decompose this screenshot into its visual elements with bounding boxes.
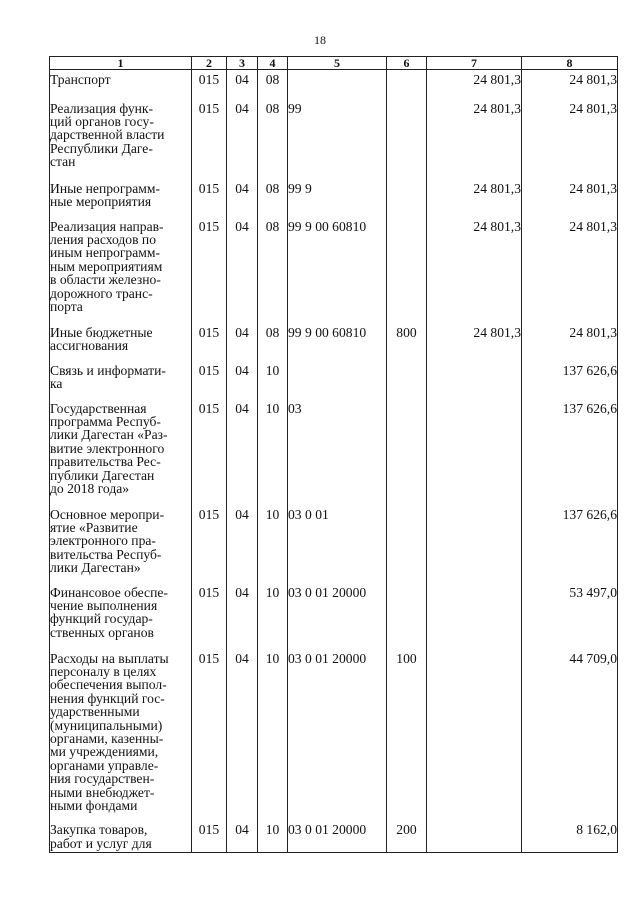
ministry-code: 015 xyxy=(192,812,227,852)
target-item-code: 99 9 00 60810 xyxy=(288,315,387,353)
header-col-8: 8 xyxy=(522,57,618,70)
table-row xyxy=(50,91,618,171)
table-row xyxy=(50,353,618,391)
item-name: Реализация направ- ления расходов по иным непрограмм- ным мероприятиям в области железно- дорожного транс- порта xyxy=(50,209,192,315)
expense-type-code xyxy=(387,575,427,641)
header-row xyxy=(50,57,618,70)
ministry-code: 015 xyxy=(192,315,227,353)
subsection-code: 08 xyxy=(258,70,288,91)
subsection-code: 10 xyxy=(258,575,288,641)
page-number: 18 xyxy=(314,33,326,47)
budget-table xyxy=(49,56,618,853)
table-row xyxy=(50,575,618,641)
section-code: 04 xyxy=(227,497,258,575)
item-name: Основное меропри- ятие «Развитие электронного пра- вительства Респуб- лики Дагестан» xyxy=(50,497,192,575)
ministry-code: 015 xyxy=(192,497,227,575)
section-code: 04 xyxy=(227,91,258,171)
amount-col-7: 24 801,3 xyxy=(427,315,522,353)
amount-col-7 xyxy=(427,497,522,575)
item-name: Иные бюджетные ассигнования xyxy=(50,315,192,353)
ministry-code: 015 xyxy=(192,171,227,209)
target-item-code: 03 0 01 20000 xyxy=(288,641,387,813)
section-code: 04 xyxy=(227,70,258,91)
amount-col-7: 24 801,3 xyxy=(427,70,522,91)
amount-col-8: 8 162,0 xyxy=(522,812,618,852)
target-item-code: 03 0 01 20000 xyxy=(288,812,387,852)
amount-col-7 xyxy=(427,641,522,813)
ministry-code: 015 xyxy=(192,353,227,391)
target-item-code: 03 0 01 20000 xyxy=(288,575,387,641)
header-col-7: 7 xyxy=(427,57,522,70)
table-body xyxy=(50,70,618,853)
table-row xyxy=(50,812,618,852)
target-item-code: 03 xyxy=(288,391,387,497)
expense-type-code xyxy=(387,70,427,91)
expense-type-code xyxy=(387,497,427,575)
subsection-code: 08 xyxy=(258,315,288,353)
expense-type-code xyxy=(387,91,427,171)
section-code: 04 xyxy=(227,353,258,391)
expense-type-code: 800 xyxy=(387,315,427,353)
amount-col-7 xyxy=(427,353,522,391)
section-code: 04 xyxy=(227,575,258,641)
subsection-code: 10 xyxy=(258,391,288,497)
item-name: Реализация функ- ций органов госу- дарственной власти Республики Даге- стан xyxy=(50,91,192,171)
subsection-code: 08 xyxy=(258,209,288,315)
header-col-2: 2 xyxy=(192,57,227,70)
expense-type-code xyxy=(387,171,427,209)
amount-col-8: 24 801,3 xyxy=(522,171,618,209)
item-name: Расходы на выплаты персоналу в целях обеспечения выпол- нения функций гос- ударственными (муниципальными) органами, казенны- ми учреждениями, органами управле- ния государствен- ными внебюджет- ными фондами xyxy=(50,641,192,813)
target-item-code: 99 9 xyxy=(288,171,387,209)
ministry-code: 015 xyxy=(192,209,227,315)
amount-col-8: 24 801,3 xyxy=(522,209,618,315)
subsection-code: 10 xyxy=(258,812,288,852)
subsection-code: 10 xyxy=(258,353,288,391)
header-col-4: 4 xyxy=(258,57,288,70)
table-row xyxy=(50,209,618,315)
section-code: 04 xyxy=(227,171,258,209)
table-row xyxy=(50,171,618,209)
table-row xyxy=(50,391,618,497)
amount-col-8: 137 626,6 xyxy=(522,353,618,391)
target-item-code: 99 9 00 60810 xyxy=(288,209,387,315)
subsection-code: 10 xyxy=(258,497,288,575)
item-name: Иные непрограмм- ные мероприятия xyxy=(50,171,192,209)
table-row xyxy=(50,641,618,813)
subsection-code: 08 xyxy=(258,91,288,171)
section-code: 04 xyxy=(227,209,258,315)
amount-col-7: 24 801,3 xyxy=(427,209,522,315)
section-code: 04 xyxy=(227,391,258,497)
amount-col-7 xyxy=(427,812,522,852)
expense-type-code: 200 xyxy=(387,812,427,852)
item-name: Связь и информати- ка xyxy=(50,353,192,391)
amount-col-8: 137 626,6 xyxy=(522,391,618,497)
ministry-code: 015 xyxy=(192,91,227,171)
amount-col-8: 24 801,3 xyxy=(522,315,618,353)
ministry-code: 015 xyxy=(192,70,227,91)
target-item-code: 99 xyxy=(288,91,387,171)
ministry-code: 015 xyxy=(192,391,227,497)
subsection-code: 08 xyxy=(258,171,288,209)
expense-type-code xyxy=(387,209,427,315)
table-header xyxy=(50,57,618,70)
expense-type-code xyxy=(387,391,427,497)
amount-col-8: 24 801,3 xyxy=(522,70,618,91)
header-col-1: 1 xyxy=(50,57,192,70)
amount-col-8: 137 626,6 xyxy=(522,497,618,575)
amount-col-8: 44 709,0 xyxy=(522,641,618,813)
ministry-code: 015 xyxy=(192,575,227,641)
expense-type-code: 100 xyxy=(387,641,427,813)
expense-type-code xyxy=(387,353,427,391)
item-name: Государственная программа Респуб- лики Дагестан «Раз- витие электронного правительства Рес- публики Дагестан до 2018 года» xyxy=(50,391,192,497)
amount-col-7 xyxy=(427,575,522,641)
header-col-5: 5 xyxy=(288,57,387,70)
ministry-code: 015 xyxy=(192,641,227,813)
amount-col-7: 24 801,3 xyxy=(427,171,522,209)
amount-col-8: 24 801,3 xyxy=(522,91,618,171)
subsection-code: 10 xyxy=(258,641,288,813)
table-row xyxy=(50,70,618,91)
item-name: Транспорт xyxy=(50,70,192,91)
header-col-6: 6 xyxy=(387,57,427,70)
section-code: 04 xyxy=(227,812,258,852)
header-col-3: 3 xyxy=(227,57,258,70)
item-name: Закупка товаров, работ и услуг для xyxy=(50,812,192,852)
target-item-code xyxy=(288,353,387,391)
section-code: 04 xyxy=(227,641,258,813)
amount-col-7: 24 801,3 xyxy=(427,91,522,171)
table-row xyxy=(50,497,618,575)
amount-col-7 xyxy=(427,391,522,497)
item-name: Финансовое обеспе- чение выполнения функций государ- ственных органов xyxy=(50,575,192,641)
target-item-code xyxy=(288,70,387,91)
amount-col-8: 53 497,0 xyxy=(522,575,618,641)
target-item-code: 03 0 01 xyxy=(288,497,387,575)
table-row xyxy=(50,315,618,353)
section-code: 04 xyxy=(227,315,258,353)
